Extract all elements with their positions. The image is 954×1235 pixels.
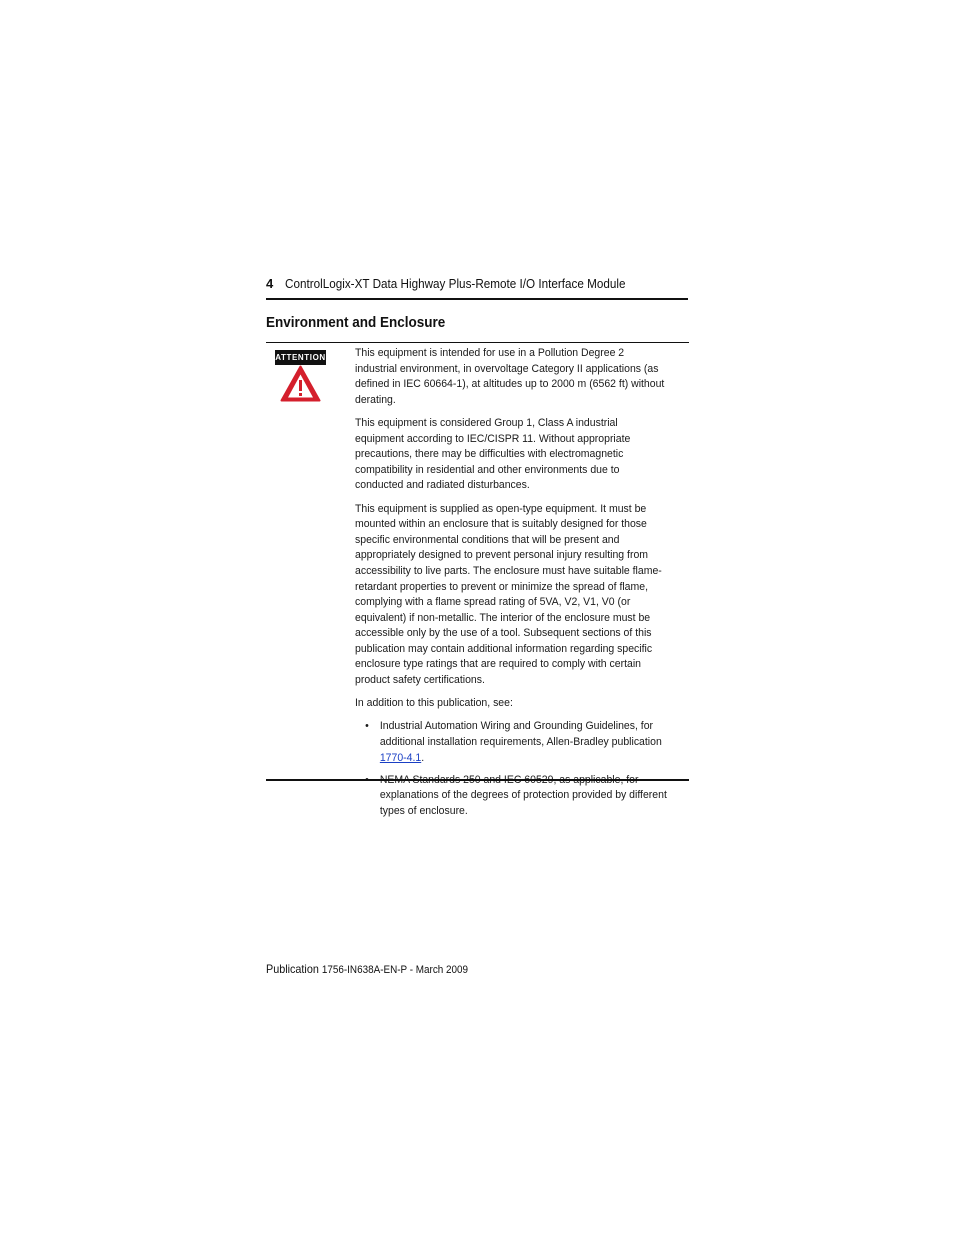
footer bbox=[266, 961, 468, 978]
attention-paragraph: This equipment is intended for use in a Pollution Degree 2 industrial environment, in overvoltage Category II applications (as defined in IEC 60664-1), at altitudes up to 2000 m (6562 ft) without derating. bbox=[355, 347, 665, 406]
footer-label: Publication bbox=[266, 962, 319, 976]
page-number: 4 bbox=[266, 276, 274, 291]
list-item-suffix: . bbox=[421, 751, 425, 764]
list-item-text: explanations of the degrees of protection provided by different types of enclosure. bbox=[379, 789, 667, 817]
reference-list bbox=[355, 719, 668, 819]
publication-link[interactable]: 1770-4.1 bbox=[379, 751, 422, 764]
attention-paragraph: This equipment is supplied as open-type equipment. It must be mounted within an enclosure that is suitably designed for those specific environmental conditions that will be present and appropriately designed to prevent personal injury resulting from accessibility to live parts. The enclosure must have suitable flame-retardant properties to prevent or minimize the spread of flame, complying with a flame spread rating of 5VA, V2, V1, V0 (or equivalent) if non-metallic. The interior of the enclosure must be accessible only by the use of a tool. Subsequent sections of this publication may contain additional information regarding specific enclosure type ratings that are required to comply with certain product safety certifications. bbox=[355, 502, 662, 687]
warning-triangle-icon bbox=[280, 365, 321, 402]
section-title: Environment and Enclosure bbox=[266, 314, 446, 331]
attention-paragraph: This equipment is considered Group 1, Class A industrial equipment according to IEC/CISPR 11. Without appropriate precautions, there may be difficulties with electromagnetic compatibility in residential and other environments due to conducted and radiated disturbances. bbox=[355, 416, 631, 492]
list-item bbox=[355, 719, 668, 766]
list-item-text: Industrial Automation Wiring and Grounding Guidelines, for additional installation requirements, Allen-Bradley publication bbox=[379, 720, 662, 749]
running-header-title: ControlLogix-XT Data Highway Plus-Remote I/O Interface Module bbox=[285, 276, 626, 291]
attention-body bbox=[355, 346, 668, 826]
publication-number: 1756-IN638A-EN-P - March 2009 bbox=[321, 964, 469, 976]
header-rule bbox=[266, 298, 688, 300]
table-bottom-rule bbox=[266, 779, 689, 781]
bullet-icon: • bbox=[365, 720, 369, 733]
table-top-rule bbox=[266, 342, 689, 343]
attention-paragraph: In addition to this publication, see: bbox=[355, 697, 513, 710]
attention-badge: ATTENTION bbox=[275, 350, 326, 365]
